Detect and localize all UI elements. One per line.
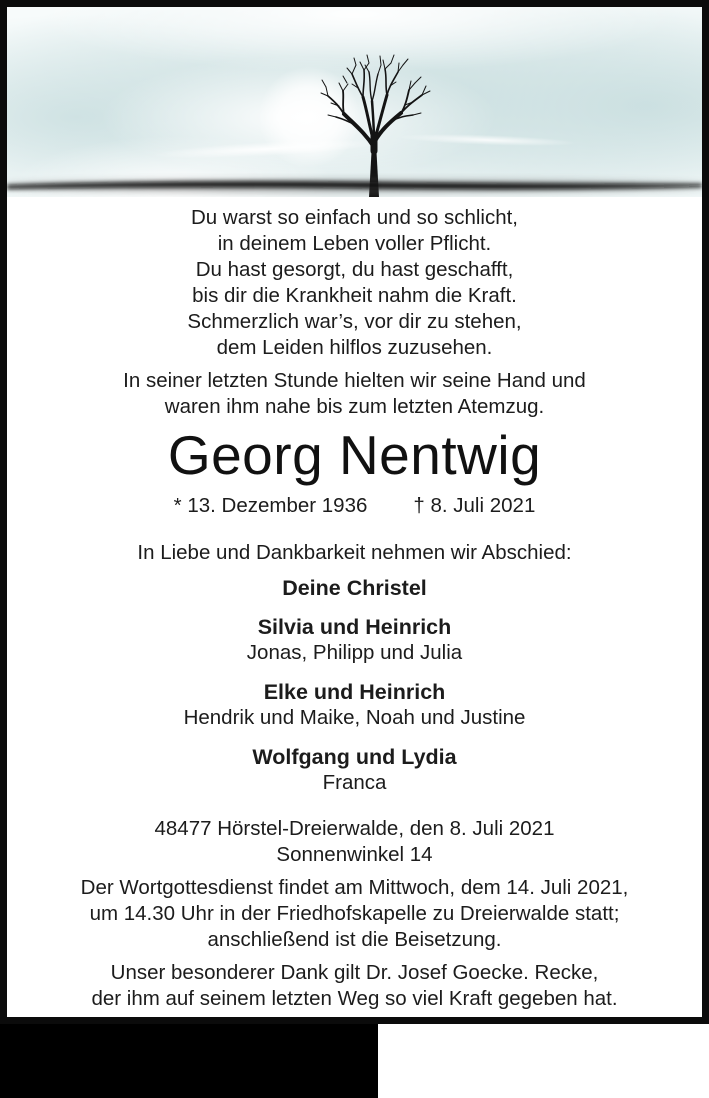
service-line: Der Wortgottesdienst findet am Mittwoch, dem 14. Juli 2021, xyxy=(80,876,629,899)
birth-date: * 13. Dezember 1936 xyxy=(173,494,368,517)
mourner-sub: Franca xyxy=(322,771,387,794)
poem-line: Du warst so einfach und so schlicht, xyxy=(190,206,519,229)
horizon-line xyxy=(7,173,702,197)
address-line: Sonnenwinkel 14 xyxy=(276,843,433,866)
mourner-group xyxy=(7,614,702,666)
memorial-artwork xyxy=(7,7,702,197)
mourner-sub: Hendrik und Maike, Noah und Justine xyxy=(183,706,526,729)
address-line: 48477 Hörstel-Dreierwalde, den 8. Juli 2021 xyxy=(154,817,555,840)
deceased-name: Georg Nentwig xyxy=(167,424,542,486)
mourner-main: Wolfgang und Lydia xyxy=(252,745,457,769)
poem-line: bis dir die Krankheit nahm die Kraft. xyxy=(192,284,517,307)
mourner-group xyxy=(7,575,702,601)
mourner-main: Silvia und Heinrich xyxy=(257,615,452,639)
thanks-block xyxy=(7,960,702,1012)
intro-paragraph xyxy=(7,368,702,420)
mourner-main: Elke und Heinrich xyxy=(263,680,446,704)
intro-line: waren ihm nahe bis zum letzten Atemzug. xyxy=(164,395,545,418)
farewell-line: In Liebe und Dankbarkeit nehmen wir Abschied: xyxy=(137,541,572,564)
service-line: anschließend ist die Beisetzung. xyxy=(207,928,502,951)
poem-line: Du hast gesorgt, du hast geschafft, xyxy=(195,258,514,281)
life-dates xyxy=(7,493,702,519)
service-line: um 14.30 Uhr in der Friedhofskapelle zu Dreierwalde statt; xyxy=(89,902,620,925)
death-date: † 8. Juli 2021 xyxy=(413,494,536,517)
thanks-line: der ihm auf seinem letzten Weg so viel Kraft gegeben hat. xyxy=(91,987,618,1010)
service-info xyxy=(7,875,702,953)
poem-line: Schmerzlich war’s, vor dir zu stehen, xyxy=(187,310,522,333)
notice-content xyxy=(7,205,702,1012)
bottom-black-bar xyxy=(0,1024,378,1098)
mourner-group xyxy=(7,744,702,796)
mourner-main: Deine Christel xyxy=(282,576,427,600)
mourner-group xyxy=(7,679,702,731)
poem-line: dem Leiden hilflos zuzusehen. xyxy=(216,336,493,359)
poem-line: in deinem Leben voller Pflicht. xyxy=(217,232,492,255)
thanks-line: Unser besonderer Dank gilt Dr. Josef Goecke. Recke, xyxy=(110,961,599,984)
mourner-sub: Jonas, Philipp und Julia xyxy=(246,641,463,664)
address-block xyxy=(7,816,702,868)
memorial-poem xyxy=(7,205,702,361)
intro-line: In seiner letzten Stunde hielten wir seine Hand und xyxy=(123,369,586,392)
